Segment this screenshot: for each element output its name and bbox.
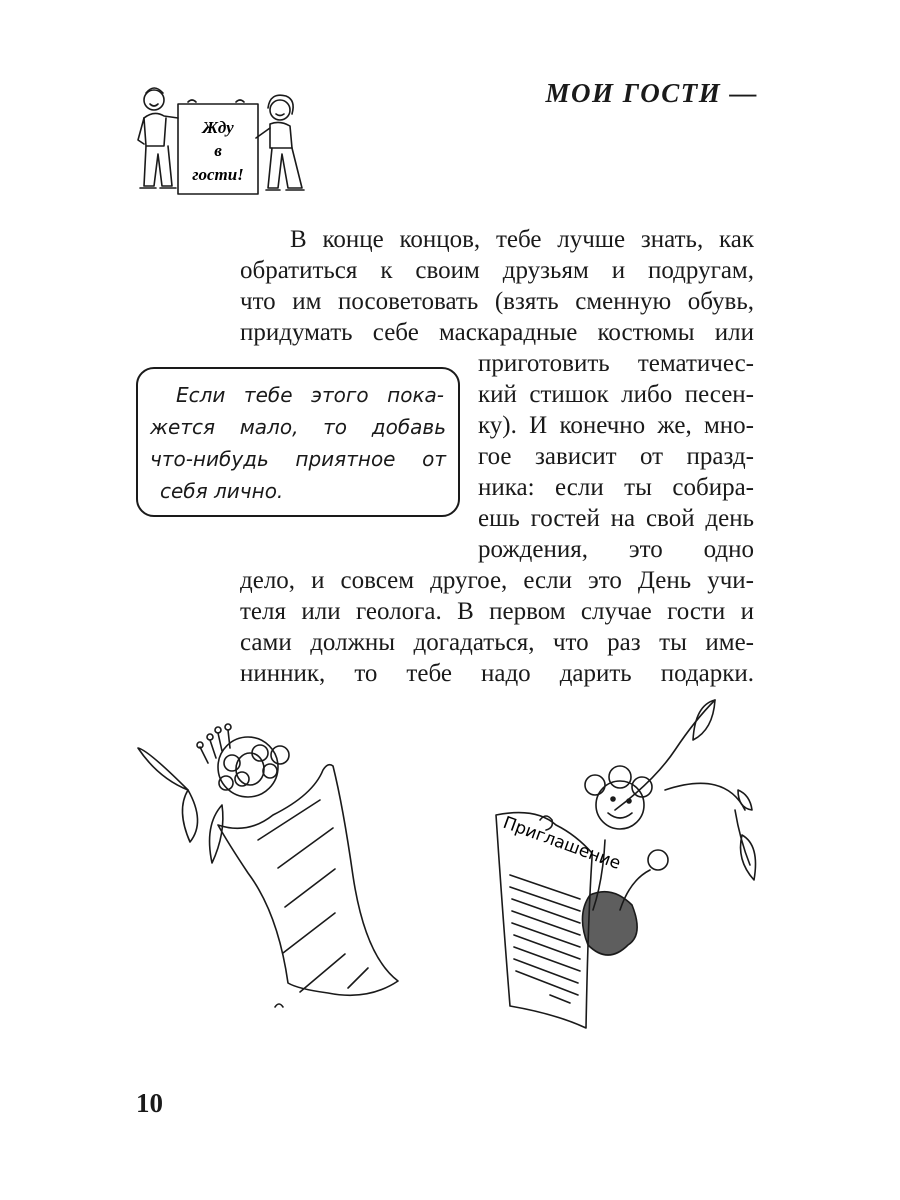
body-line: В конце концов, тебе лучше знать, как <box>290 226 754 253</box>
invitation-with-flower-character-icon <box>480 695 780 1030</box>
invitation-label: Приглашение <box>500 812 624 874</box>
body-line: теля или геолога. В первом случае гости и <box>240 598 754 625</box>
scroll-with-flowers-icon <box>130 705 415 1040</box>
body-line: ку). И конечно же, мно- <box>478 412 754 439</box>
sidebar-tip-box <box>136 367 460 517</box>
sidebar-line: что-нибудь приятное от <box>150 447 446 471</box>
body-line: дело, и совсем другое, если это День учи- <box>240 567 754 594</box>
body-line: что им посоветовать (взять сменную обувь, <box>240 288 754 315</box>
body-line: кий стишок либо песен- <box>478 381 754 408</box>
body-line: придумать себе маскарадные костюмы или <box>240 319 754 346</box>
sidebar-line: себя лично. <box>160 479 284 503</box>
sidebar-line: жется мало, то добавь <box>150 415 446 439</box>
sign-line-3: гости! <box>192 165 244 184</box>
kids-holding-sign-icon <box>130 78 320 198</box>
body-line: нинник, то тебе надо дарить подарки. <box>240 660 754 687</box>
sign-line-2: в <box>214 141 222 160</box>
body-line: обратиться к своим друзьям и подругам, <box>240 257 754 284</box>
body-line: сами должны догадаться, что раз ты име- <box>240 629 754 656</box>
body-line: гое зависит от празд- <box>478 443 754 470</box>
body-line: ника: если ты собира- <box>478 474 754 501</box>
body-line: рождения, это одно <box>478 536 754 563</box>
running-head: МОИ ГОСТИ — <box>545 78 758 108</box>
sign-line-1: Жду <box>202 118 234 137</box>
body-line: приготовить тематичес- <box>478 350 754 377</box>
page-number: 10 <box>136 1088 163 1118</box>
body-line: ешь гостей на свой день <box>478 505 754 532</box>
sidebar-line: Если тебе этого пока- <box>176 383 444 407</box>
